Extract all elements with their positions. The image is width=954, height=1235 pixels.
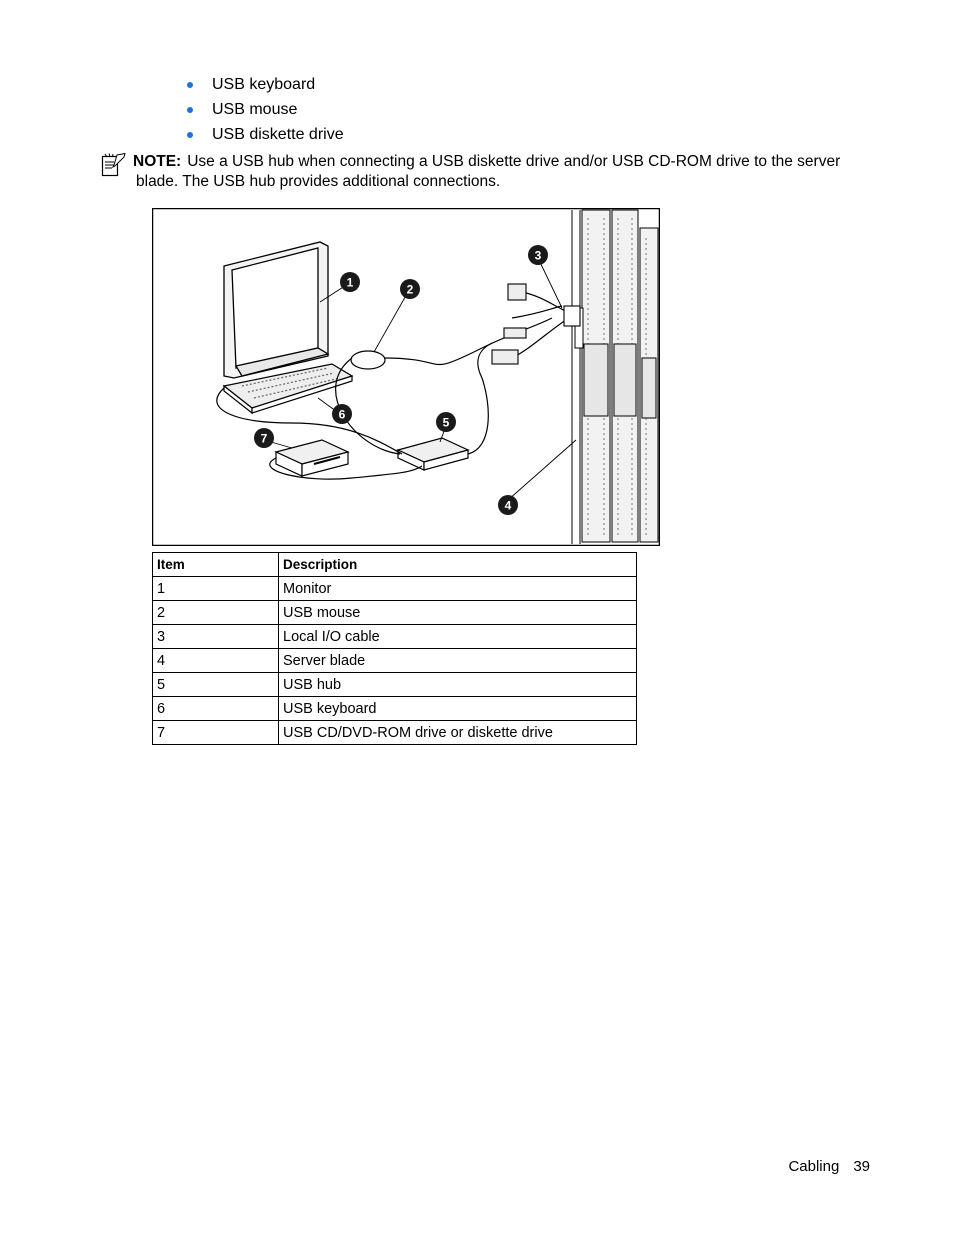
description-cell: USB mouse xyxy=(279,601,637,625)
item-cell: 7 xyxy=(153,721,279,745)
footer-section: Cabling xyxy=(788,1158,840,1175)
mouse-illustration xyxy=(351,351,385,369)
item-cell: 3 xyxy=(153,625,279,649)
svg-text:3: 3 xyxy=(534,248,542,263)
svg-text:2: 2 xyxy=(406,282,414,297)
description-cell: USB keyboard xyxy=(279,697,637,721)
callout-1 xyxy=(340,272,360,292)
callout-5 xyxy=(436,412,456,432)
bullet-item xyxy=(187,98,344,123)
bullet-dot xyxy=(187,107,193,113)
header-item: Item xyxy=(153,553,279,577)
item-cell: 1 xyxy=(153,577,279,601)
item-description-table xyxy=(152,552,637,745)
bullet-dot xyxy=(187,132,193,138)
description-cell: Local I/O cable xyxy=(279,625,637,649)
note-icon xyxy=(101,153,127,177)
description-cell: USB CD/DVD-ROM drive or diskette drive xyxy=(279,721,637,745)
svg-text:4: 4 xyxy=(504,498,512,513)
svg-text:5: 5 xyxy=(442,415,450,430)
cabling-illustration xyxy=(152,208,660,546)
header-description: Description xyxy=(279,553,637,577)
bullet-list xyxy=(187,73,344,148)
svg-text:7: 7 xyxy=(260,431,268,446)
callout-3 xyxy=(528,245,548,265)
item-cell: 6 xyxy=(153,697,279,721)
table-header-row xyxy=(153,553,637,577)
callout-2 xyxy=(400,279,420,299)
item-cell: 5 xyxy=(153,673,279,697)
description-cell: USB hub xyxy=(279,673,637,697)
table-row xyxy=(153,601,637,625)
note-line-1: Use a USB hub when connecting a USB diskette drive and/or USB CD-ROM drive to the server xyxy=(187,153,841,170)
item-cell: 4 xyxy=(153,649,279,673)
callout-6 xyxy=(332,404,352,424)
bullet-text: USB mouse xyxy=(212,101,298,118)
note-block xyxy=(101,152,861,192)
description-cell: Monitor xyxy=(279,577,637,601)
note-line-2: blade. The USB hub provides additional connections. xyxy=(136,173,501,190)
bullet-item xyxy=(187,73,344,98)
table-row xyxy=(153,625,637,649)
svg-text:6: 6 xyxy=(338,407,346,422)
description-cell: Server blade xyxy=(279,649,637,673)
table-row xyxy=(153,673,637,697)
table-row xyxy=(153,649,637,673)
bullet-text: USB diskette drive xyxy=(212,126,344,143)
table-row xyxy=(153,577,637,601)
monitor-illustration xyxy=(224,242,328,378)
note-label: NOTE: xyxy=(133,153,182,170)
table-row xyxy=(153,697,637,721)
table-row xyxy=(153,721,637,745)
page-number: 39 xyxy=(853,1158,870,1175)
callout-7 xyxy=(254,428,274,448)
callout-4 xyxy=(498,495,518,515)
item-cell: 2 xyxy=(153,601,279,625)
svg-text:1: 1 xyxy=(346,275,354,290)
page-footer xyxy=(788,1158,870,1175)
bullet-item xyxy=(187,123,344,148)
bullet-text: USB keyboard xyxy=(212,76,316,93)
bullet-dot xyxy=(187,82,193,88)
server-blade-enclosure xyxy=(572,210,658,544)
